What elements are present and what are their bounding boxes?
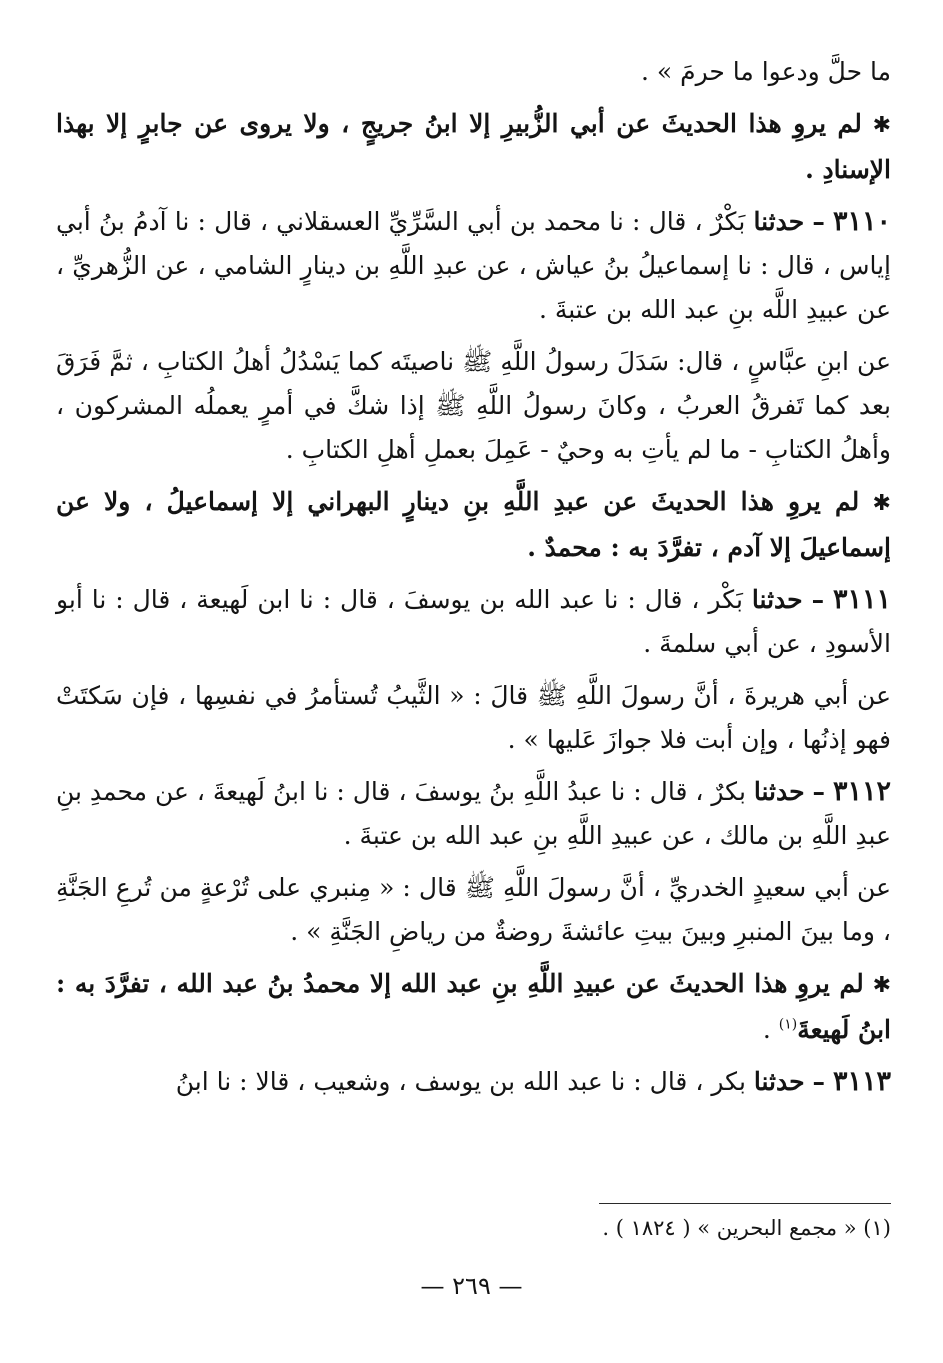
footnote: (١) « مجمع البحرين » ( ١٨٢٤ ) . — [602, 1216, 891, 1240]
matn-text: عن أبي هريرةَ ، أنَّ رسولَ اللَّهِ ﷺ قالَ : « الثَّيبُ تُستأمرُ في نفسِها ، فإن سَكتَتْ فهو إذنُها ، وإن أبت فلا جوازَ عَليها » . — [56, 681, 891, 754]
hadith-number: ٣١١١ — [833, 584, 892, 615]
footnote-divider — [599, 1203, 891, 1204]
editor-note — [56, 102, 891, 192]
note-tail: . — [762, 1015, 771, 1044]
editor-note — [56, 480, 891, 570]
hadith-number: ٣١١٢ — [832, 776, 891, 807]
isnad-text: بكرٌ ، قال : نا عبدُ اللَّهِ بنُ يوسفَ ، قال : نا ابنُ لَهيعةَ ، عن محمدِ بنِ عبدِ اللَّهِ بن مالك ، عن عبيدِ اللَّهِ بنِ عبد الله بن عتبةَ . — [56, 777, 891, 850]
paragraph-text: ما حلَّ ودعوا ما حرمَ » . — [640, 57, 891, 86]
matn-paragraph — [56, 674, 891, 762]
hadith-number: ٣١١٠ — [833, 206, 892, 237]
matn-text: عن أبي سعيدٍ الخدريِّ ، أنَّ رسولَ اللَّهِ ﷺ قال : « مِنبري على تُرْعةٍ من تُرعِ الجَنَّةِ ، وما بينَ المنبرِ وبينَ بيتِ عائشةَ روضةٌ من رياضِ الجَنَّةِ » . — [56, 873, 891, 946]
hadith-3110 — [56, 200, 891, 332]
footnote-reference[interactable]: (١) — [778, 1016, 798, 1033]
paragraph-continuation — [56, 50, 891, 94]
note-text: لم يروِ هذا الحديثَ عن أبي الزُّبيرِ إلا ابنُ جريجٍ ، ولا يروى عن جابرٍ إلا بهذا الإسنادِ . — [56, 109, 891, 184]
hadith-dash: – — [812, 207, 825, 236]
matn-text: عن ابنِ عبَّاسٍ ، قال: سَدَلَ رسولُ اللَّهِ ﷺ ناصيتَه كما يَسْدُلُ أهلُ الكتابِ ، ثمَّ فَرَقَ بعد كما تَفرقُ العربُ ، وكانَ رسولُ اللَّهِ ﷺ إذا شكَّ في أمرٍ يعملُه المشركون ، وأهلُ الكتابِ - ما لم يأتِ به وحيٌ - عَمِلَ بعملِ أهلِ الكتابِ . — [56, 347, 891, 464]
main-text — [56, 50, 891, 1112]
hadith-3112 — [56, 770, 891, 858]
hadith-number: ٣١١٣ — [832, 1066, 891, 1097]
haddatha-word: حدثنا — [753, 207, 805, 236]
page-number: — ٢٦٩ — — [420, 1272, 523, 1300]
isnad-text: بكر ، قال : نا عبد الله بن يوسف ، وشعيب ، قالا : نا ابنُ — [175, 1067, 746, 1096]
matn-paragraph — [56, 340, 891, 472]
hadith-dash: – — [812, 777, 826, 806]
matn-paragraph — [56, 866, 891, 954]
star-icon: ✱ — [872, 973, 891, 998]
editor-note — [56, 962, 891, 1052]
isnad-text: بَكْر ، قال : نا عبد الله بن يوسفَ ، قال : نا ابن لَهيعة ، قال : نا أبو الأسودِ ، عن أبي سلمةَ . — [56, 585, 891, 658]
hadith-dash: – — [812, 1067, 826, 1096]
star-icon: ✱ — [872, 113, 891, 138]
hadith-3111 — [56, 578, 891, 666]
note-text: لم يروِ هذا الحديثَ عن عبيدِ اللَّهِ بنِ عبد الله إلا محمدُ بنُ عبد الله ، تفرَّدَ به : ابنُ لَهيعةَ — [56, 969, 891, 1044]
note-text: لم يروِ هذا الحديثَ عن عبدِ اللَّهِ بنِ دينارٍ البهراني إلا إسماعيلُ ، ولا عن إسماعيلَ إلا آدم ، تفرَّدَ به : محمدٌ . — [56, 487, 891, 562]
haddatha-word: حدثنا — [753, 777, 805, 806]
hadith-dash: – — [811, 585, 825, 614]
haddatha-word: حدثنا — [753, 1067, 805, 1096]
haddatha-word: حدثنا — [751, 585, 803, 614]
isnad-text: بَكْرٌ ، قال : نا محمد بن أبي السَّرِّيِّ العسقلاني ، قال : نا آدمُ بنُ أبي إياس ، قال : نا إسماعيلُ بنُ عياش ، عن عبدِ اللَّهِ بن دينارٍ الشامي ، عن الزُّهريِّ ، عن عبيدِ اللَّه بنِ عبد الله بن عتبةَ . — [56, 207, 891, 324]
star-icon: ✱ — [872, 491, 891, 516]
hadith-3113 — [56, 1060, 891, 1104]
